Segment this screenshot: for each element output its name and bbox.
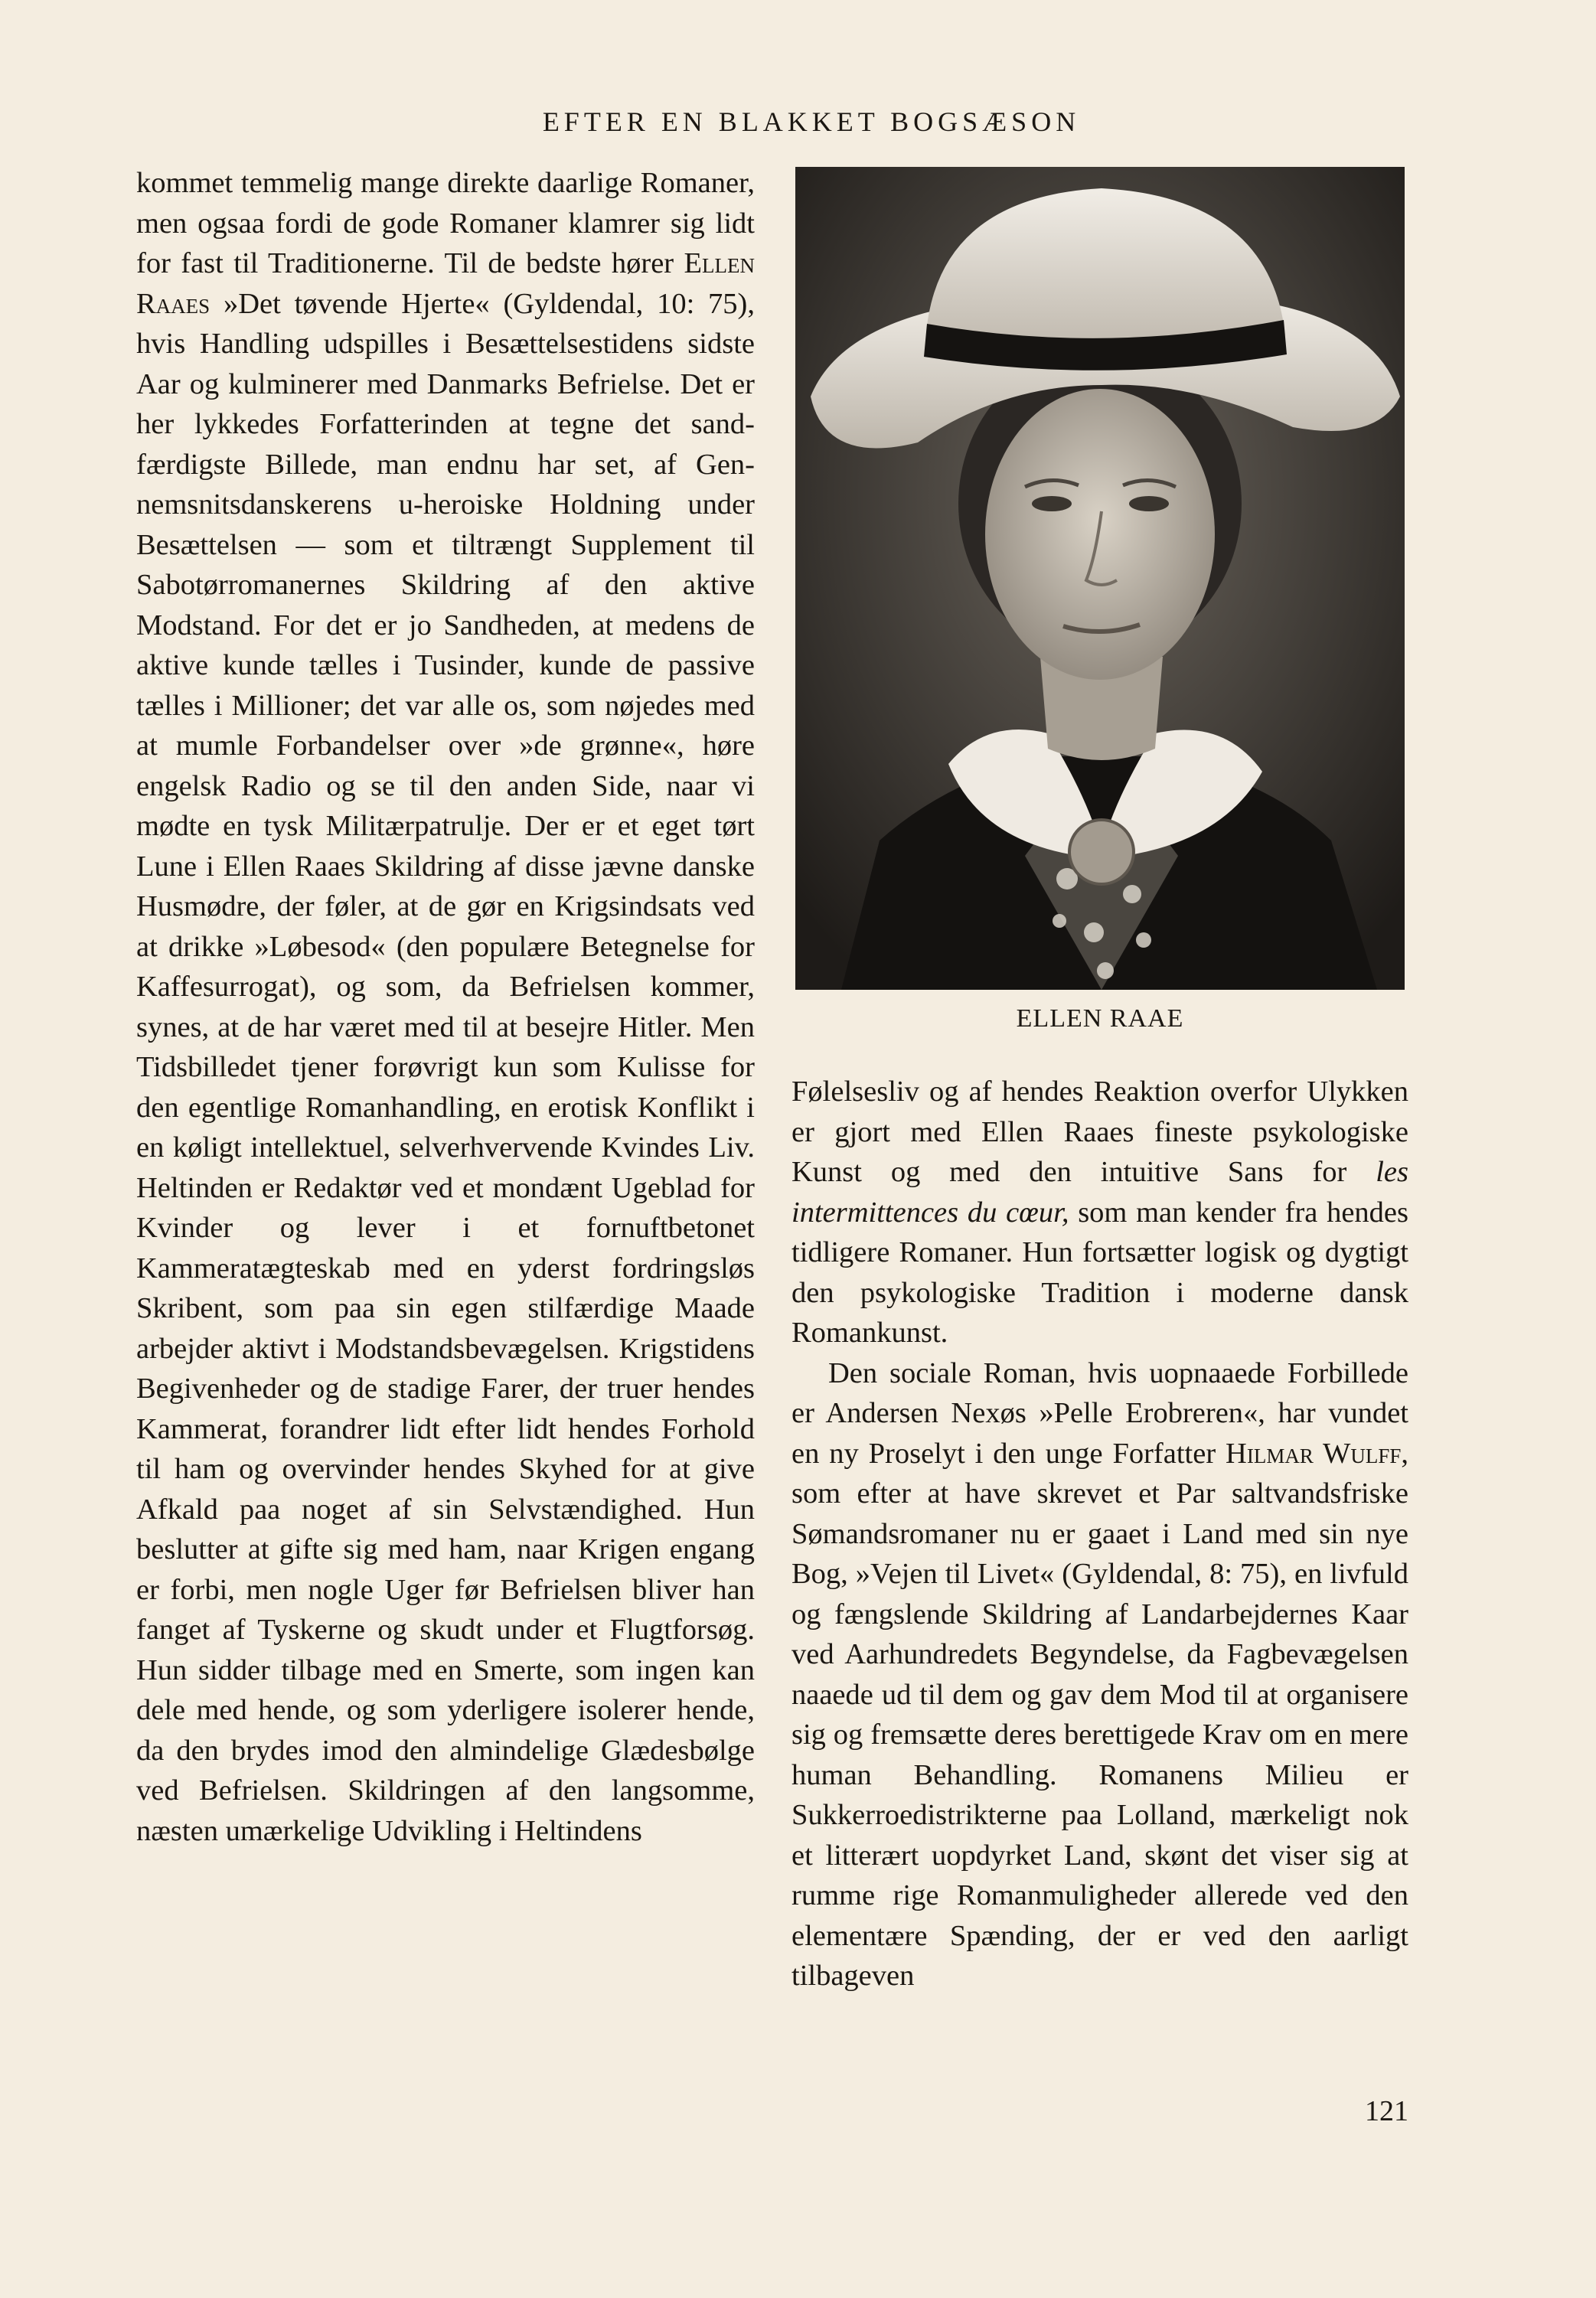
- author-name-hilmar-wulff: Hilmar Wulff,: [1226, 1437, 1409, 1470]
- author-name-ellen-raae: Ellen Raaes: [136, 247, 755, 320]
- left-paragraph-1: kommet temmelig mange direkte daarlige Romaner, men ogsaa fordi de gode Romaner klamrer sig lidt for fast til Traditionerne. Til de bedste hører Ellen Raaes »Det tøvende Hjerte« (Gyldendal, 10: 75), hvis Handling udspilles i Besættelsestidens sidste Aar og kulminerer med Danmarks Befrielse. Det er her lykkedes Forfatterinden at tegne det sandfærdigste Billede, man endnu har set, af Gennemsnitsdanskerens u-heroiske Holdning under Besættelsen — som et tiltrængt Supplement til Sabotørromanernes Skildring af den aktive Modstand. For det er jo Sandheden, at medens de aktive kunde tælles i Tusinder, kunde de passive tælles i Millioner; det var alle os, som nøjedes med at mumle Forbandelser over »de grønne«, høre engelsk Radio og se til den anden Side, naar vi mødte en tysk Militærpatrulje. Der er et eget tørt Lune i Ellen Raaes Skildring af disse jævne danske Husmødre, der føler, at de gør en Krigsindsats ved at drikke »Løbesod« (den populære Betegnelse for Kaffesurrogat), og som, da Befrielsen kommer, synes, at de har været med til at besejre Hitler. Men Tidsbilledet tjener forøvrigt kun som Kulisse for den egentlige Romanhandling, en erotisk Konflikt i en køligt intellektuel, selverhvervende Kvindes Liv. Heltinden er Redaktør ved et mondænt Ugeblad for Kvinder og lever i et fornuftbetonet Kammeratægteskab med en yderst fordringsløs Skribent, som paa sin egen stilfærdige Maade arbejder aktivt i Modstandsbevægelsen. Krigstidens Begivenheder og de stadige Farer, der truer hendes Kammerat, forandrer lidt efter lidt hendes Forhold til ham og overvinder hendes Skyhed for at give Afkald paa noget af sin Selvstændighed. Hun beslutter at gifte sig med ham, naar Krigen engang er forbi, men nogle Uger før Befrielsen bliver han fanget af Tyskerne og skudt under et Flugtforsøg. Hun sidder tilbage med en Smerte, som ingen kan dele med hende, og som yderligere isolerer hende, da den brydes imod den almindelige Glædesbølge ved Befrielsen. Skildringen af den langsomme, næsten umærkelige Udvikling i Heltindens: [136, 167, 755, 1847]
- running-head: EFTER EN BLAKKET BOGSÆSON: [542, 106, 1081, 137]
- page-number: 121: [1365, 2095, 1408, 2127]
- right-paragraph-1: Følelsesliv og af hendes Reaktion overfor Ulykken er gjort med Ellen Raaes fineste psykologiske Kunst og med den intuitive Sans for les intermittences du cœur, som man kender fra hendes tidligere Romaner. Hun fortsætter logisk og dygtigt den psykologiske Tradition i moderne dansk Romankunst.: [791, 1076, 1408, 1349]
- author-portrait-photo: [795, 167, 1405, 990]
- photo-caption: ELLEN RAAE: [1016, 1004, 1184, 1033]
- right-column: [791, 1072, 1408, 1996]
- left-column: [136, 163, 755, 1851]
- right-paragraph-2: Den sociale Roman, hvis uopnaaede Forbillede er Andersen Nexøs »Pelle Erobreren«, har vundet en ny Proselyt i den unge Forfatter Hilmar Wulff, som efter at have skrevet et Par saltvandsfriske Sømandsromaner nu er gaaet i Land med sin nye Bog, »Vejen til Livet« (Gyldendal, 8: 75), en livfuld og fængslende Skildring af Landarbejdernes Kaar ved Aarhundredets Begyndelse, da Fagbevægelsen naaede ud til dem og gav dem Mod til at organisere sig og fremsætte deres berettigede Krav om en mere human Behandling. Romanens Milieu er Sukkerroedistrikterne paa Lolland, mærkeligt nok et litterært uopdyrket Land, skønt det viser sig at rumme rige Romanmuligheder allerede ved den elementære Spænding, der er ved den aarligt tilbageven: [791, 1356, 1409, 1992]
- portrait-illustration: [795, 167, 1405, 990]
- italic-french-phrase: les intermittences du cœur,: [791, 1156, 1408, 1229]
